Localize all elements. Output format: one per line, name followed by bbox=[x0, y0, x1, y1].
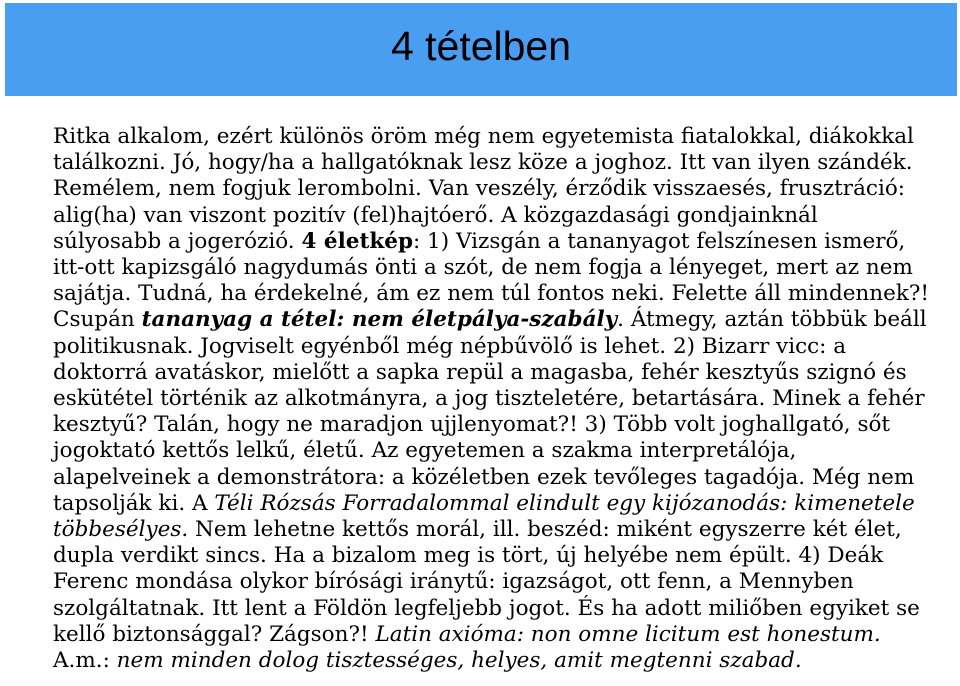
text-run: Nem lehetne kettős morál, ill. beszéd: miként egyszerre két élet, bbox=[188, 517, 902, 543]
text-run: Remélem, nem fogjuk lerombolni. Van veszély, érződik visszaesés, frusztráció: bbox=[53, 176, 906, 202]
text-line bbox=[53, 412, 943, 438]
text-line bbox=[53, 491, 943, 517]
text-line bbox=[53, 203, 943, 229]
text-line bbox=[53, 255, 943, 281]
text-run: . Átmegy, aztán többük beáll bbox=[617, 307, 927, 333]
text-line bbox=[53, 569, 943, 595]
emphasized-text: Latin axióma: non omne licitum est honestum. bbox=[375, 621, 881, 647]
page-title: 4 tételben bbox=[390, 23, 572, 69]
text-run: politikusnak. Jogviselt egyénből még népbűvölő is lehet. 2) Bizarr vicc: a bbox=[53, 333, 847, 359]
text-line bbox=[53, 438, 943, 464]
text-line bbox=[53, 229, 943, 255]
text-run: jogoktató kettős lelkű, életű. Az egyetemen a szakma interpretálója, bbox=[53, 438, 797, 464]
text-run: itt-ott kapizsgáló nagydumás önti a szót, de nem fogja a lényeget, mert az nem bbox=[53, 255, 913, 281]
text-run: doktorrá avatáskor, mielőtt a sapka repül a magasba, fehér kesztyűs szignó és bbox=[53, 359, 907, 385]
title-banner bbox=[5, 3, 957, 96]
text-run: súlyosabb a jogerózió. bbox=[53, 228, 302, 254]
text-run: eskütétel történik az alkotmányra, a jog tiszteletére, betartására. Minek a fehér bbox=[53, 386, 925, 412]
body-text bbox=[53, 124, 943, 674]
text-run: szolgáltatnak. Itt lent a Földön legfeljebb jogot. És ha adott miliőben egyiket se bbox=[53, 595, 920, 621]
text-line bbox=[53, 307, 943, 333]
text-line bbox=[53, 465, 943, 491]
text-line bbox=[53, 543, 943, 569]
text-run: találkozni. Jó, hogy/ha a hallgatóknak lesz köze a joghoz. Itt van ilyen szándék. bbox=[53, 150, 913, 176]
text-line bbox=[53, 281, 943, 307]
text-line bbox=[53, 334, 943, 360]
text-line bbox=[53, 622, 943, 648]
text-line bbox=[53, 124, 943, 150]
text-run: : 1) Vizsgán a tananyagot felszínesen ismerő, bbox=[412, 228, 906, 254]
text-run: Ferenc mondása olykor bírósági iránytű: igazságot, ott fenn, a Mennyben bbox=[53, 569, 854, 595]
text-run: alapelveinek a demonstrátora: a közéletben ezek tevőleges tagadója. Még nem bbox=[53, 464, 915, 490]
text-run: A.m.: bbox=[53, 648, 117, 674]
text-line bbox=[53, 596, 943, 622]
text-run: kellő biztonsággal? Zágson?! bbox=[53, 621, 376, 647]
emphasized-text: 4 életkép bbox=[301, 228, 413, 254]
emphasized-text: nem minden dolog tisztességes, helyes, amit megtenni szabad. bbox=[116, 648, 802, 674]
text-run: kesztyű? Talán, hogy ne maradjon ujjlenyomat?! 3) Több volt joghallgató, sőt bbox=[53, 412, 891, 438]
emphasized-text: többesélyes. bbox=[53, 517, 189, 543]
text-run: sajátja. Tudná, ha érdekelné, ám ez nem túl fontos neki. Felette áll mindennek?! bbox=[53, 281, 930, 307]
text-line bbox=[53, 360, 943, 386]
text-run: dupla verdikt sincs. Ha a bizalom meg is tört, új helyébe nem épült. 4) Deák bbox=[53, 543, 884, 569]
text-line bbox=[53, 176, 943, 202]
text-line bbox=[53, 386, 943, 412]
text-run: tapsolják ki. A bbox=[53, 490, 215, 516]
emphasized-text: Téli Rózsás Forradalommal elindult egy kijózanodás: kimenetele bbox=[214, 490, 915, 516]
text-run: Csupán bbox=[53, 307, 142, 333]
text-run: alig(ha) van viszont pozitív (fel)hajtóerő. A közgazdasági gondjainknál bbox=[53, 202, 818, 228]
text-line bbox=[53, 648, 943, 674]
text-line bbox=[53, 517, 943, 543]
text-line bbox=[53, 150, 943, 176]
emphasized-text: tananyag a tétel: nem életpálya-szabály bbox=[141, 307, 618, 333]
text-run: Ritka alkalom, ezért különös öröm még nem egyetemista fiatalokkal, diákokkal bbox=[53, 124, 914, 149]
